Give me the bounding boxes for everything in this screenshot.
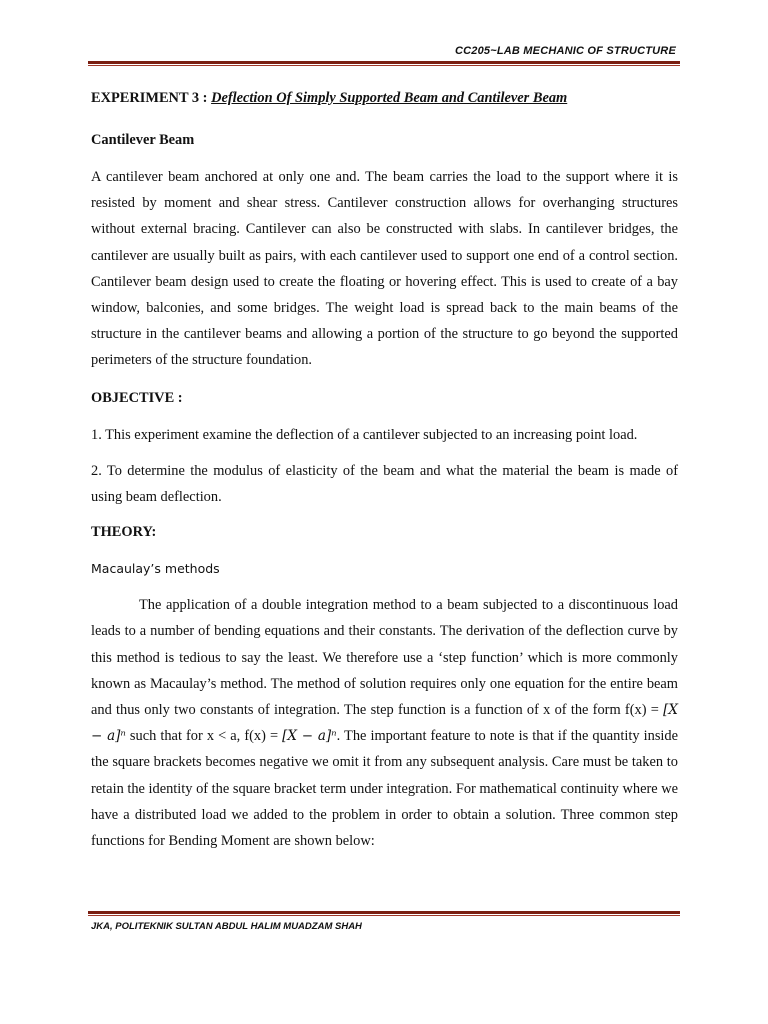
experiment-label: EXPERIMENT 3 : xyxy=(91,90,212,106)
method-title: Macaulay’s methods xyxy=(91,561,220,577)
objective-item-1: 1. This experiment examine the deflection of a cantilever subjected to an increasing point load. xyxy=(91,426,638,443)
footer-rule-thin xyxy=(88,915,680,916)
step-function-condition: [X − a]ⁿ xyxy=(282,728,337,745)
theory-heading: THEORY: xyxy=(91,524,157,541)
cantilever-heading: Cantilever Beam xyxy=(91,132,195,148)
theory-paragraph xyxy=(91,592,678,854)
objective-item-2: 2. To determine the modulus of elasticity of the beam and what the material the beam is made of using beam deflection. xyxy=(91,462,678,506)
theory-text-3: . The important feature to note is that if the quantity inside the square brackets becomes negative we omit it from any subsequent analysis. Care must be taken to retain the identity of the square bracket term under integration. For mathematical continuity where we have a distributed load we added to the problem in order to obtain a solution. Three common step functions for Bending Moment are shown below: xyxy=(91,728,679,850)
theory-text-1: The application of a double integration method to a beam subjected to a discontinuous load leads to a number of bending equations and their constants. The derivation of the deflection curve by this method is tedious to say the least. We therefore use a ‘step function’ which is more commonly known as Macaulay’s method. The method of solution requires only one equation for the entire beam and thus only two constants of integration. The step function is a function of x of the form f(x) = xyxy=(91,597,678,719)
theory-text-2: such that for x < a, f(x) = xyxy=(125,728,283,745)
experiment-subject: Deflection Of Simply Supported Beam and Cantilever Beam xyxy=(211,90,568,106)
objective-heading: OBJECTIVE : xyxy=(91,389,183,406)
page-content xyxy=(91,86,678,864)
experiment-title xyxy=(91,86,678,110)
header-rule-thin xyxy=(88,65,680,66)
footer-institution: JKA, POLITEKNIK SULTAN ABDUL HALIM MUADZAM SHAH xyxy=(91,921,362,932)
header-course-title: CC205~LAB MECHANIC OF STRUCTURE xyxy=(454,45,676,57)
header-rule xyxy=(88,61,680,66)
footer-rule xyxy=(88,911,680,916)
cantilever-paragraph: A cantilever beam anchored at only one and. The beam carries the load to the support where it is resisted by moment and shear stress. Cantilever construction allows for overhanging structures without external bracing. Cantilever can also be constructed with slabs. In cantilever bridges, the cantilever are usually built as pairs, with each cantilever used to support one end of a control section. Cantilever beam design used to create the floating or hovering effect. This is used to create of a bay window, balconies, and some bridges. The weight load is spread back to the main beams of the structure in the cantilever beams and allowing a portion of the structure to go beyond the supported perimeters of the structure foundation. xyxy=(91,169,678,369)
step-function-expression: [X − a]ⁿ xyxy=(91,702,678,745)
